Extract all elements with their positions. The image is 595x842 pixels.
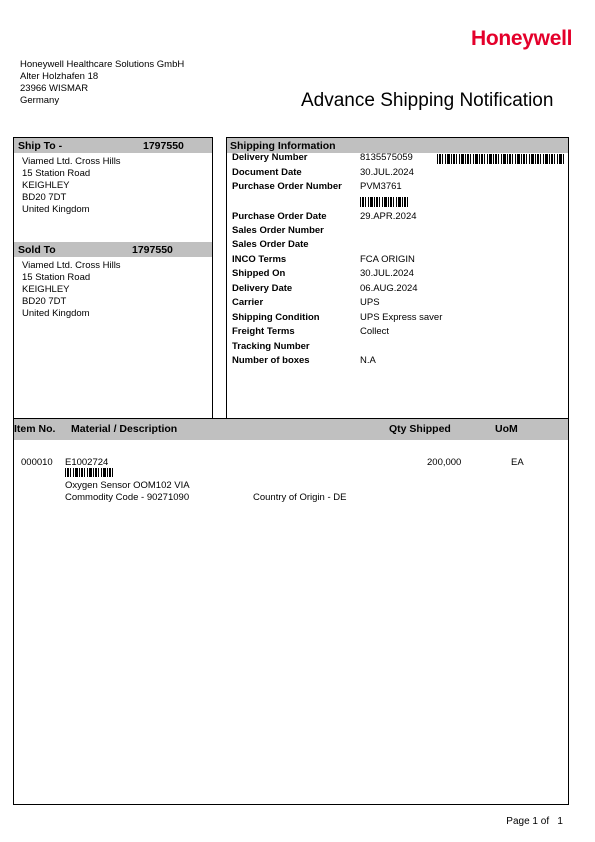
ship-to-line: United Kingdom xyxy=(22,204,90,215)
sold-to-line: BD20 7DT xyxy=(22,296,67,307)
ship-to-line: KEIGHLEY xyxy=(22,180,70,191)
sold-to-label: Sold To xyxy=(18,244,56,256)
shipping-condition-value: UPS Express saver xyxy=(360,312,443,323)
tracking-number-label: Tracking Number xyxy=(232,341,310,352)
unit-of-measure: EA xyxy=(511,457,524,468)
sold-to-address xyxy=(22,260,121,320)
sender-country: Germany xyxy=(20,95,60,106)
ship-to-address xyxy=(22,156,121,216)
delivery-number-value: 8135575059 xyxy=(360,152,413,163)
ship-to-number: 1797550 xyxy=(143,140,184,152)
sold-to-number: 1797550 xyxy=(132,244,173,256)
delivery-date-value: 06.AUG.2024 xyxy=(360,283,418,294)
po-date-label: Purchase Order Date xyxy=(232,211,327,222)
sold-to-header xyxy=(14,242,212,257)
country-of-origin: Country of Origin - DE xyxy=(253,492,347,503)
material-description: Oxygen Sensor OOM102 VIA xyxy=(65,480,190,491)
col-qty-shipped: Qty Shipped xyxy=(389,423,451,435)
ship-to-header xyxy=(14,138,212,153)
shipped-on-value: 30.JUL.2024 xyxy=(360,268,414,279)
material-number: E1002724 xyxy=(65,457,109,468)
document-date-label: Document Date xyxy=(232,167,302,178)
ship-to-line: Viamed Ltd. Cross Hills xyxy=(22,156,121,167)
delivery-number-label: Delivery Number xyxy=(232,152,308,163)
inco-terms-label: INCO Terms xyxy=(232,254,287,265)
sender-address xyxy=(20,59,184,107)
delivery-barcode xyxy=(437,154,564,164)
sold-to-line: 15 Station Road xyxy=(22,272,91,283)
inco-terms-value: FCA ORIGIN xyxy=(360,254,415,265)
carrier-value: UPS xyxy=(360,297,380,308)
ship-to-label: Ship To - xyxy=(18,140,63,152)
po-barcode xyxy=(360,197,410,207)
honeywell-logo: Honeywell xyxy=(471,27,573,50)
carrier-label: Carrier xyxy=(232,297,264,308)
number-of-boxes-label: Number of boxes xyxy=(232,355,310,366)
items-table-header xyxy=(14,419,568,440)
document-title: Advance Shipping Notification xyxy=(301,90,554,111)
shipping-info-title: Shipping Information xyxy=(230,140,336,152)
sender-street: Alter Holzhafen 18 xyxy=(20,71,99,82)
po-number-value: PVM3761 xyxy=(360,181,402,192)
sales-order-number-label: Sales Order Number xyxy=(232,225,324,236)
sender-city: 23966 WISMAR xyxy=(20,83,89,94)
sold-to-line: KEIGHLEY xyxy=(22,284,70,295)
commodity-code: Commodity Code - 90271090 xyxy=(65,492,190,503)
ship-to-line: BD20 7DT xyxy=(22,192,67,203)
col-item-no: Item No. xyxy=(14,423,56,435)
col-material: Material / Description xyxy=(71,423,178,435)
number-of-boxes-value: N.A xyxy=(360,355,376,366)
sold-to-line: Viamed Ltd. Cross Hills xyxy=(22,260,121,271)
qty-shipped: 200,000 xyxy=(427,457,462,468)
freight-terms-label: Freight Terms xyxy=(232,326,295,337)
shipping-condition-label: Shipping Condition xyxy=(232,312,320,323)
po-number-label: Purchase Order Number xyxy=(232,181,342,192)
ship-to-line: 15 Station Road xyxy=(22,168,91,179)
col-uom: UoM xyxy=(495,423,518,435)
po-date-value: 29.APR.2024 xyxy=(360,211,417,222)
item-number: 000010 xyxy=(21,457,53,468)
sold-to-line: United Kingdom xyxy=(22,308,90,319)
sales-order-date-label: Sales Order Date xyxy=(232,239,309,250)
shipped-on-label: Shipped On xyxy=(232,268,286,279)
sender-name: Honeywell Healthcare Solutions GmbH xyxy=(20,59,185,70)
delivery-date-label: Delivery Date xyxy=(232,283,293,294)
page-number: Page 1 of 1 xyxy=(506,816,563,827)
shipping-info-header xyxy=(227,138,568,153)
freight-terms-value: Collect xyxy=(360,326,390,337)
document-date-value: 30.JUL.2024 xyxy=(360,167,414,178)
material-barcode xyxy=(65,468,115,477)
